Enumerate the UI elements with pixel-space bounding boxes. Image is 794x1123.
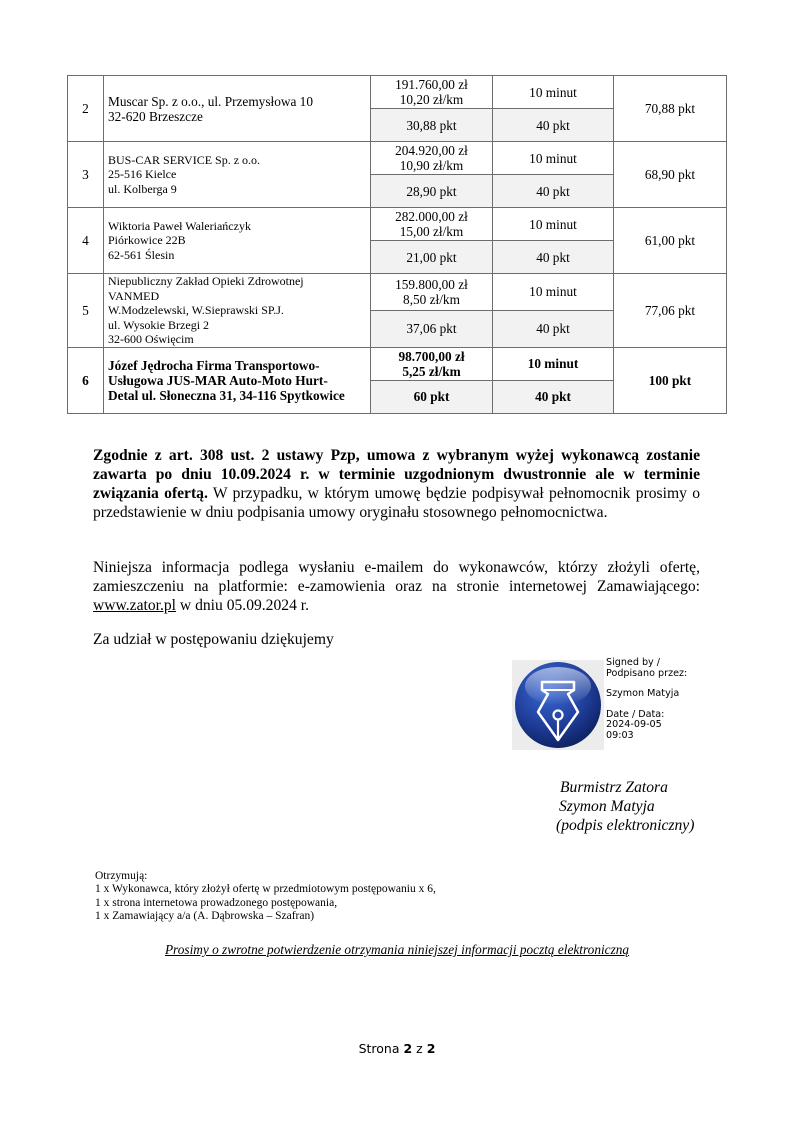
- recipients-list: [95, 870, 436, 923]
- signed-by-label: Signed by /: [606, 657, 661, 668]
- contract-paragraph-normal: W przypadku, w którym umowę będzie podpisywał pełnomocnik prosimy o przedstawienie w dniu podpisania umowy oryginału stosownego pełnomocnictwa.: [93, 485, 700, 521]
- signer-name: Szymon Matyja: [606, 688, 680, 699]
- signed-by-label-pl: Podpisano przez:: [606, 667, 688, 679]
- table-row: [68, 208, 727, 241]
- contractor-name-line: W.Modzelewski, W.Sieprawski SP.J.: [108, 303, 284, 317]
- offer-price: [371, 208, 493, 241]
- total-points: 68,90 pkt: [614, 142, 727, 208]
- response-time: 10 minut: [493, 142, 614, 175]
- total-points: 70,88 pkt: [614, 76, 727, 142]
- contractor-name-line: ul. Kolberga 9: [108, 181, 177, 196]
- recipient-item: 1 x strona internetowa prowadzonego postępowania,: [95, 896, 338, 909]
- mayor-signature: [556, 778, 694, 835]
- contract-paragraph-bold: Zgodnie z art. 308 ust. 2 ustawy Pzp, umowa z wybranym wyżej wykonawcą zostanie zawarta po dniu 10.09.2024 r. w terminie uzgodnionym dwustronnie ale w terminie związania ofertą.: [93, 447, 700, 502]
- signature-date: 2024-09-05: [606, 719, 662, 730]
- table-row: [68, 274, 727, 311]
- mayor-title: Burmistrz Zatora: [560, 779, 668, 796]
- thanks-paragraph: Za udział w postępowaniu dziękujemy: [93, 631, 334, 648]
- offers-table: [67, 75, 727, 414]
- price-points: 37,06 pkt: [371, 310, 493, 347]
- time-points: 40 pkt: [493, 175, 614, 208]
- page-separator: z: [416, 1041, 423, 1056]
- offer-price-total: 204.920,00 zł: [395, 143, 468, 158]
- contract-paragraph: [93, 446, 700, 522]
- publication-paragraph: [93, 558, 700, 615]
- time-points: 40 pkt: [493, 241, 614, 274]
- recipient-item: 1 x Wykonawca, który złożył ofertę w przedmiotowym postępowaniu x 6,: [95, 883, 436, 896]
- signature-time: 09:03: [606, 729, 634, 741]
- total-points: 100 pkt: [614, 347, 727, 413]
- electronic-signature-block: [512, 656, 722, 752]
- contractor-name-line: 62-561 Ślesin: [108, 247, 175, 262]
- contractor-name: [104, 142, 371, 208]
- offer-price: [371, 347, 493, 380]
- offer-price: [371, 274, 493, 311]
- offer-number: 3: [68, 142, 104, 208]
- offer-price-total: 159.800,00 zł: [395, 276, 468, 292]
- page-total: 2: [426, 1041, 436, 1056]
- price-points: 21,00 pkt: [371, 241, 493, 274]
- response-time: 10 minut: [493, 76, 614, 109]
- response-time: 10 minut: [493, 274, 614, 311]
- contractor-name-line: Józef Jędrocha Firma Transportowo-: [108, 357, 320, 373]
- contractor-name-line: Piórkowice 22B: [108, 233, 186, 248]
- mayor-name: Szymon Matyja: [559, 798, 655, 815]
- price-points: 28,90 pkt: [371, 175, 493, 208]
- recipient-item: 1 x Zamawiający a/a (A. Dąbrowska – Szafran): [95, 909, 315, 922]
- page-label: Strona: [358, 1041, 400, 1056]
- response-time: 10 minut: [493, 208, 614, 241]
- contractor-name-line: Wiktoria Paweł Waleriańczyk: [108, 218, 251, 233]
- offer-number: 4: [68, 208, 104, 274]
- offer-price-total: 191.760,00 zł: [395, 77, 468, 92]
- date-label: Date / Data:: [606, 708, 665, 720]
- price-points: 30,88 pkt: [371, 109, 493, 142]
- contractor-name-line: 32-600 Oświęcim: [108, 332, 194, 346]
- offer-rate-per-km: 8,50 zł/km: [403, 291, 460, 307]
- publication-date-text: w dniu 05.09.2024 r.: [176, 597, 309, 614]
- page-current: 2: [403, 1041, 413, 1056]
- signature-details: [606, 658, 687, 741]
- contractor-name: [104, 208, 371, 274]
- offer-price: [371, 76, 493, 109]
- contractor-name-line: ul. Wysokie Brzegi 2: [108, 317, 210, 332]
- contractor-name: [104, 76, 371, 142]
- contractor-name: [104, 274, 371, 348]
- mayor-note: (podpis elektroniczny): [556, 817, 695, 834]
- offer-price-total: 282.000,00 zł: [395, 209, 468, 224]
- recipients-heading: Otrzymują:: [95, 870, 148, 882]
- time-points: 40 pkt: [493, 380, 614, 413]
- confirmation-request: Prosimy o zwrotne potwierdzenie otrzymania niniejszej informacji pocztą elektroniczną: [164, 942, 630, 957]
- contractor-name-line: Detal ul. Słoneczna 31, 34-116 Spytkowice: [108, 387, 345, 403]
- total-points: 77,06 pkt: [614, 274, 727, 348]
- response-time: 10 minut: [493, 347, 614, 380]
- contractor-name-line: Muscar Sp. z o.o., ul. Przemysłowa 10: [108, 93, 313, 109]
- offer-rate-per-km: 10,90 zł/km: [399, 158, 464, 173]
- table-row: [68, 142, 727, 175]
- time-points: 40 pkt: [493, 310, 614, 347]
- table-row: [68, 347, 727, 380]
- contractor-name: [104, 347, 371, 413]
- fountain-pen-nib-icon: [512, 660, 604, 750]
- offer-rate-per-km: 10,20 zł/km: [399, 92, 464, 107]
- offer-number: 5: [68, 274, 104, 348]
- table-row: [68, 76, 727, 109]
- contractor-name-line: BUS-CAR SERVICE Sp. z o.o.: [108, 152, 261, 167]
- total-points: 61,00 pkt: [614, 208, 727, 274]
- contractor-name-line: 32-620 Brzeszcze: [108, 108, 203, 124]
- website-link[interactable]: www.zator.pl: [93, 597, 177, 614]
- offer-number: 6: [68, 347, 104, 413]
- page-number: [0, 1041, 794, 1056]
- offer-price: [371, 142, 493, 175]
- price-points: 60 pkt: [371, 380, 493, 413]
- contractor-name-line: Niepubliczny Zakład Opieki Zdrowotnej: [108, 274, 304, 288]
- offer-rate-per-km: 5,25 zł/km: [402, 363, 461, 379]
- offer-rate-per-km: 15,00 zł/km: [399, 224, 464, 239]
- contractor-name-line: Usługowa JUS-MAR Auto-Moto Hurt-: [108, 372, 328, 388]
- contractor-name-line: VANMED: [108, 288, 160, 303]
- offer-price-total: 98.700,00 zł: [398, 348, 465, 364]
- offer-number: 2: [68, 76, 104, 142]
- contractor-name-line: 25-516 Kielce: [108, 167, 177, 182]
- publication-text: Niniejsza informacja podlega wysłaniu e-mailem do wykonawców, którzy złożyli ofertę, zamieszczeniu na platformie: e-zamowienia oraz na stronie internetowej Zamawiającego:: [93, 559, 700, 595]
- time-points: 40 pkt: [493, 109, 614, 142]
